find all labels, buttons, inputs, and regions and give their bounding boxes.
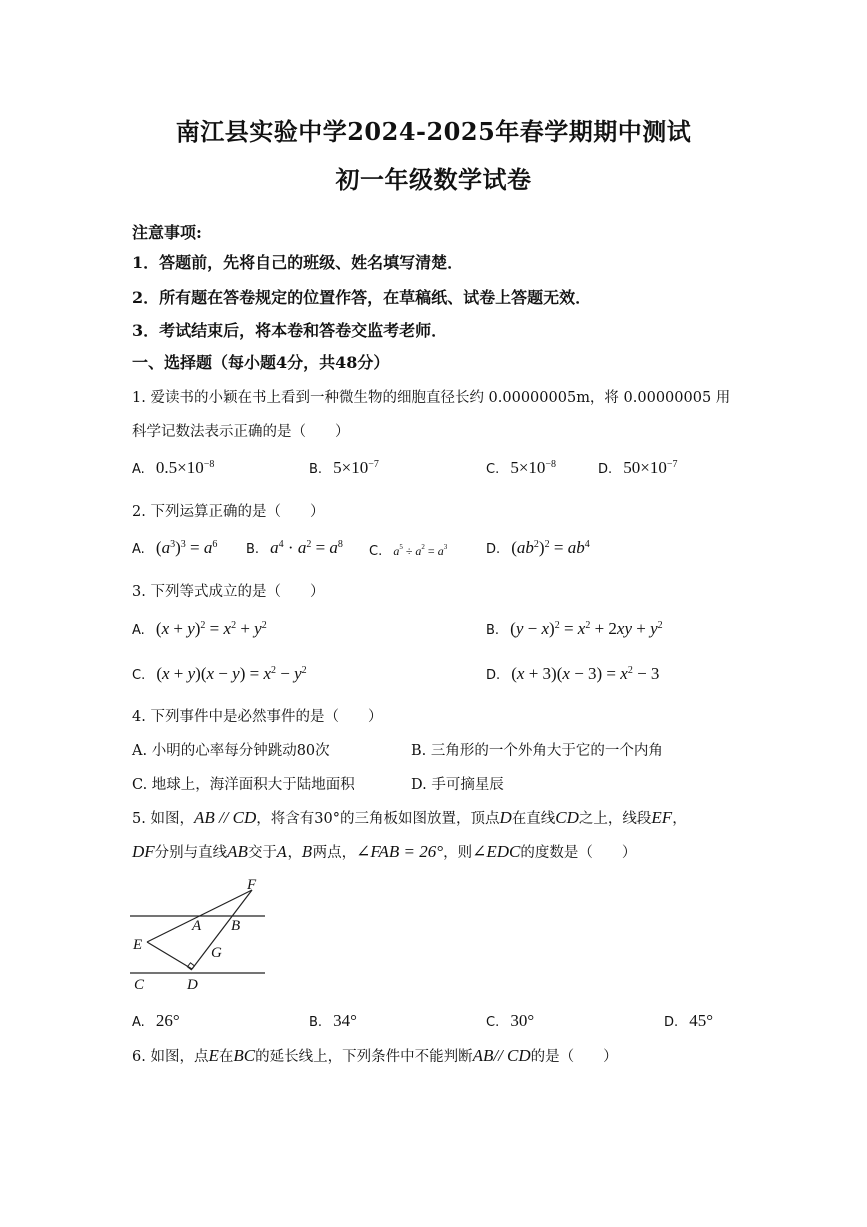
q3-option-a	[132, 619, 267, 639]
section-heading: 一、选择题（每小题4分，共48分）	[132, 353, 390, 372]
option-label: D.	[486, 542, 501, 557]
q4-option-a: A. 小明的心率每分钟跳动80次	[132, 743, 330, 759]
q1-option-b	[309, 458, 379, 478]
option-value: 26°	[155, 1011, 180, 1030]
option-label: C.	[486, 462, 500, 477]
q2-stem: 2. 下列运算正确的是（ ）	[132, 504, 325, 520]
option-label: C.	[369, 544, 383, 559]
option-label: B.	[309, 1015, 323, 1030]
option-label: B.	[309, 462, 323, 477]
formula: $(x + 3)(x - 3) = x^2 - 3$	[511, 664, 660, 683]
option-value: $5\times 10^{-7}$	[333, 458, 379, 477]
label-g: G	[211, 945, 222, 961]
q1-option-c	[486, 458, 556, 478]
q1-option-d	[598, 458, 677, 478]
q5-option-a	[132, 1011, 180, 1031]
formula: $(ab^2)^2 = ab^4$	[511, 538, 590, 557]
label-e: E	[133, 937, 143, 953]
option-label: A.	[132, 623, 145, 638]
exam-subtitle: 初一年级数学试卷	[335, 165, 532, 194]
q4-option-b: B. 三角形的一个外角大于它的一个内角	[411, 743, 663, 759]
option-label: B.	[486, 623, 500, 638]
q2-option-c	[369, 540, 447, 559]
option-value: $5\times 10^{-8}$	[510, 458, 557, 477]
q4-stem: 4. 下列事件中是必然事件的是（ ）	[132, 709, 383, 725]
formula: $a^4 \cdot a^2 = a^8$	[270, 538, 343, 557]
option-value: 30°	[510, 1011, 535, 1030]
q5-option-d	[664, 1011, 713, 1031]
note-item-3: 3．考试结束后，将本卷和答卷交监考老师．	[132, 321, 448, 340]
note-item-2: 2．所有题在答卷规定的位置作答，在草稿纸、试卷上答题无效．	[132, 288, 592, 307]
q5-line2: DF分别与直线AB交于A，B两点，∠FAB = 26°，则∠EDC的度数是（ ）	[132, 842, 637, 861]
segment-ed	[147, 942, 192, 969]
q5-option-b	[309, 1011, 357, 1031]
formula: $(x + y)^2 = x^2 + y^2$	[155, 619, 267, 638]
option-label: D.	[664, 1015, 679, 1030]
q5-figure	[125, 872, 275, 997]
option-value: 45°	[689, 1011, 714, 1030]
label-c: C	[134, 977, 145, 993]
note-item-1: 1．答题前，先将自己的班级、姓名填写清楚．	[132, 253, 464, 272]
option-label: A.	[132, 542, 145, 557]
label-d: D	[187, 977, 198, 993]
formula: $(y - x)^2 = x^2 + 2xy + y^2$	[510, 619, 663, 638]
formula: $a^5 \div a^2 = a^3$	[393, 543, 448, 558]
q4-option-c: C. 地球上，海洋面积大于陆地面积	[132, 777, 355, 793]
label-b: B	[231, 918, 241, 934]
exam-title: 南江县实验中学2024-2025年春学期期中测试	[175, 117, 692, 146]
option-label: A.	[132, 1015, 145, 1030]
notes-heading: 注意事项:	[132, 223, 202, 242]
option-label: A.	[132, 462, 145, 477]
option-value: $50\times 10^{-7}$	[623, 458, 678, 477]
q1-line2: 科学记数法表示正确的是（ ）	[132, 424, 350, 440]
option-label: D.	[486, 668, 501, 683]
option-label: D.	[598, 462, 613, 477]
option-label: C.	[486, 1015, 500, 1030]
q2-option-d	[486, 538, 590, 558]
formula: $(x + y)(x - y) = x^2 - y^2$	[156, 664, 307, 683]
q2-option-b	[246, 538, 343, 558]
option-value: $0.5\times 10^{-8}$	[155, 458, 215, 477]
option-value: 34°	[333, 1011, 357, 1030]
q3-option-c	[132, 664, 307, 684]
q3-stem: 3. 下列等式成立的是（ ）	[132, 584, 325, 600]
q1-option-a	[132, 458, 214, 478]
q4-option-d: D. 手可摘星辰	[411, 777, 504, 793]
q3-option-d	[486, 664, 659, 684]
q5-option-c	[486, 1011, 534, 1031]
q3-option-b	[486, 619, 663, 639]
option-label: B.	[246, 542, 260, 557]
option-label: C.	[132, 668, 146, 683]
label-f: F	[247, 877, 257, 893]
label-a: A	[192, 918, 202, 934]
q6-stem: 6. 如图，点E在BC的延长线上，下列条件中不能判断AB// CD的是（ ）	[132, 1046, 618, 1065]
formula: $(a^3)^3 = a^6$	[155, 538, 218, 557]
q5-line1: 5. 如图，AB // CD，将含有30°的三角板如图放置，顶点D在直线CD之上，线段EF，	[132, 808, 687, 827]
q1-line1: 1. 爱读书的小颖在书上看到一种微生物的细胞直径长约 0.00000005m，将 0.00000005 用	[132, 390, 731, 406]
q2-option-a	[132, 538, 217, 558]
